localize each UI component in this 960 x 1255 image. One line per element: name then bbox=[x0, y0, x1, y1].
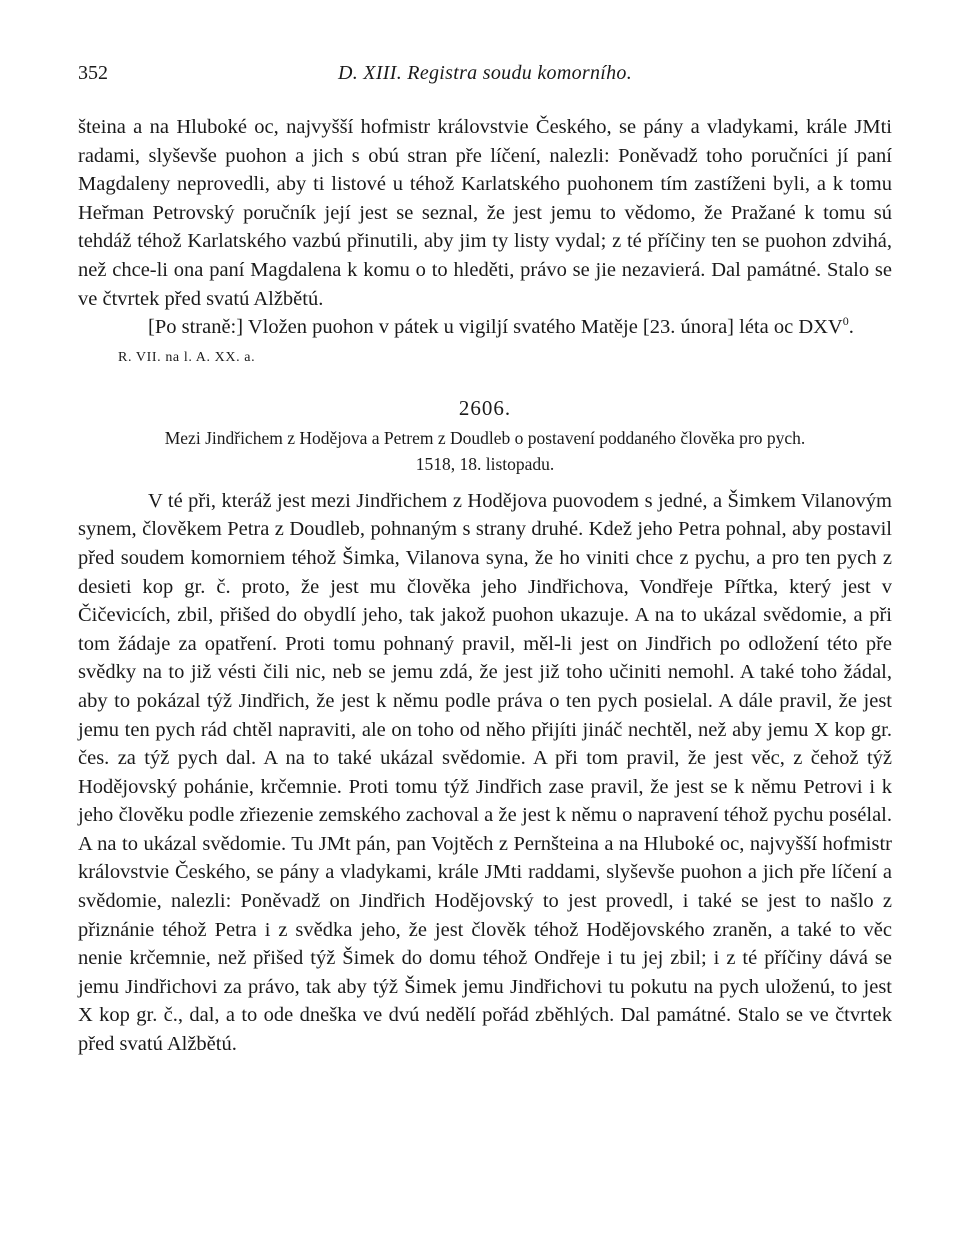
continuation-section bbox=[78, 113, 892, 368]
archive-reference: R. VII. na l. A. XX. a. bbox=[118, 349, 256, 365]
entry-body-paragraph: V té při, kteráž jest mezi Jindřichem z Hodějova puovodem s jedné, a Šimkem Vilanovým synem, člověkem Petra z Doudleb, pohnaným s strany druhé. Kdež jeho Petra pohnal, aby postavil před soudem komorniem téhož Šimka, Vilanova syna, že ho viniti chce z pychu, a pro ten pych z desieti kop gr. č. proto, že jest mu člověka jeho Jindřichova, Vondřeje Pířtka, který jest v Čičevicích, zbil, přišed do obydlí jeho, tak jakož puohon ukazuje. A na to ukázal svědomie, a při tom žádaje za opatření. Proti tomu pohnaný pravil, měl-li jest on Jindřich po odložení této pře svědky na to již vésti čili nic, neb se jemu zdá, že jest již toho učiniti nemohl. A také toho žádal, aby to pokázal týž Jindřich, že jest k němu podle práva o ten pych posielal. A dále pravil, že jest jemu ten pych rád chtěl napraviti, ale on toho od něho přijíti jináč nechtěl, než aby jemu X kop gr. čes. za týž pych dal. A na to také ukázal svědomie. A při tom pravil, že jest věc, z čehož týž Hodějovský pohánie, krčemnie. Proti tomu týž Jindřich zase pravil, že jest se k němu Petrovi i k jeho člověku podle zřiezenie zemského zachoval a že jest k němu o napravení téhož pychu posélal. A na to ukázal svědomie. Tu JMt pán, pan Vojtěch z Pernšteina a na Hluboké oc, najvyšší hofmistr královstvie Českého, se pány a vladykami, krále JMti raddami, slyševše puohon a jich pře líčení a svědomie, nalezli: Poněvadž on Jindřich Hodějovský to jest provedl, i také se jest to našlo z přiznánie téhož Petra i z svědka jeho, že jest člověk téhož Hodějovského zraněn, a také to věc nenie krčemnie, než přišed týž Šimek do domu téhož Ondřeje i tu jej zbil; i z té příčiny dává se jemu Jindřichovi za právo, tak aby týž Šimek jemu Jindřichovi tu pokutu na pych uloženú, to jest X kop gr. č., dal, a to ode dneška ve dvú nedělí pořád zběhlých. Dal památné. Stalo se ve čtvrtek před svatú Alžbětú. bbox=[78, 489, 892, 1056]
margin-note-text: [Po straně:] Vložen puohon v pátek u vigiljí svatého Matěje [23. února] léta oc DXV bbox=[148, 316, 843, 339]
page-content bbox=[78, 62, 892, 1059]
entry-date: 1518, 18. listopadu. bbox=[415, 453, 555, 474]
page-number: 352 bbox=[78, 62, 108, 84]
entry-body-section bbox=[78, 487, 892, 1059]
running-title: D. XIII. Registra soudu komorního. bbox=[337, 62, 633, 84]
entry-number: 2606. bbox=[458, 395, 512, 420]
margin-note-superscript: 0 bbox=[842, 314, 849, 329]
continuation-paragraph: šteina a na Hluboké oc, najvyšší hofmistr královstvie Českého, se pány a vladykami, krále JMti radami, slyševše puohon a jich s obú stran pře líčení, nalezli: Poněvadž toho poručníci jí paní Magdaleny neprovedli, aby ti listové u téhož Karlatského puohonem tím zastíženi byli, a k tomu Heřman Petrovský poručník její jest se seznal, že jest jemu to vědomo, že Pražané k tomu sú tehdáž téhož Karlatského vazbú přinutili, aby jim ty listy vydal; z té příčiny ten se puohon zdvihá, než chce-li ona paní Magdalena k komu o to hleděti, právo se jie nezavierá. Dal památné. Stalo se ve čtvrtek před svatú Alžbětú. bbox=[78, 116, 892, 310]
entry-2606 bbox=[78, 396, 892, 1059]
running-header bbox=[78, 62, 892, 90]
margin-note bbox=[78, 313, 892, 342]
entry-summary: Mezi Jindřichem z Hodějova a Petrem z Doudleb o postavení poddaného člověka pro pych. bbox=[164, 427, 806, 448]
margin-note-end: . bbox=[848, 316, 854, 339]
